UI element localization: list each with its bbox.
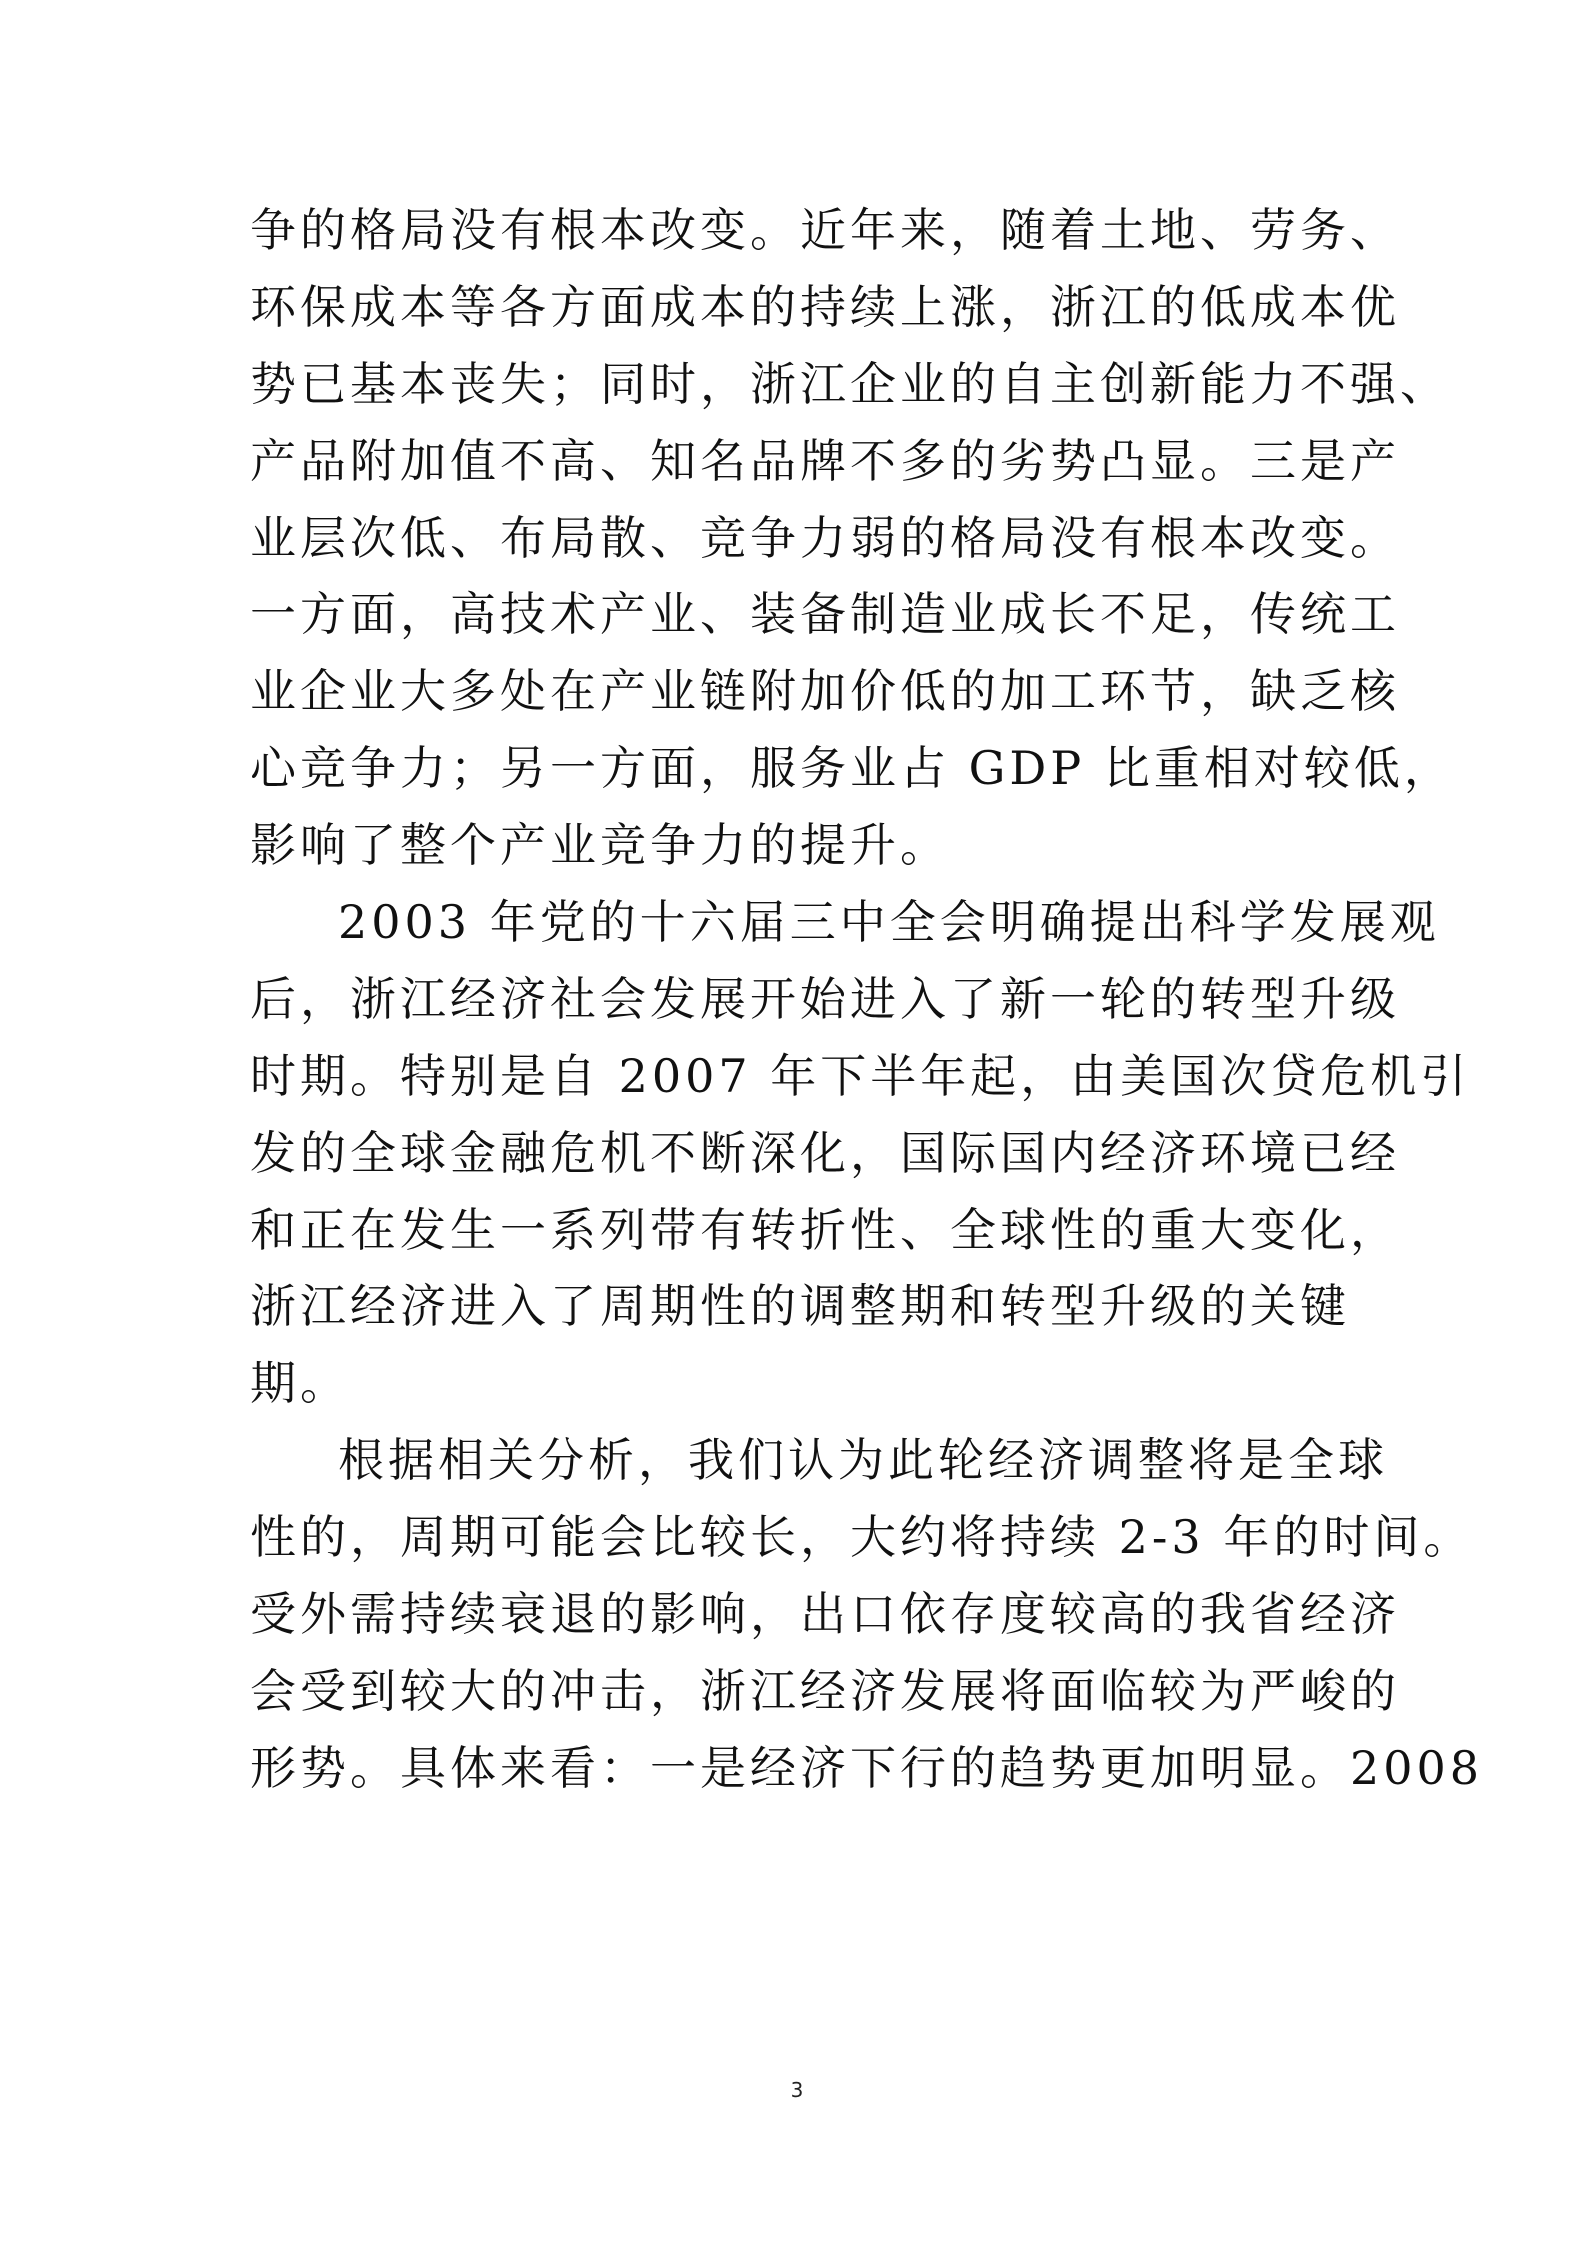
text-line: 一方面，高技术产业、装备制造业成长不足，传统工 [250,587,1400,642]
text-line: 势已基本丧失；同时，浙江企业的自主创新能力不强、 [250,356,1450,411]
page-number: 3 [790,2078,804,2102]
text-line: 受外需持续衰退的影响，出口依存度较高的我省经济 [250,1587,1400,1642]
text-line: 环保成本等各方面成本的持续上涨，浙江的低成本优 [250,279,1400,334]
text-line: 期。 [250,1356,350,1411]
body-text [250,192,1484,1807]
text-line: 影响了整个产业竞争力的提升。 [250,818,950,873]
paragraph-start-line: 2003 年党的十六届三中全会明确提出科学发展观 [338,895,1440,950]
text-line: 心竞争力；另一方面，服务业占 GDP 比重相对较低， [250,741,1454,796]
text-line: 和正在发生一系列带有转折性、全球性的重大变化， [250,1202,1400,1257]
text-line: 业企业大多处在产业链附加价低的加工环节，缺乏核 [250,664,1400,719]
text-line: 浙江经济进入了周期性的调整期和转型升级的关键 [250,1279,1350,1334]
text-line: 会受到较大的冲击，浙江经济发展将面临较为严峻的 [250,1663,1400,1718]
text-line: 业层次低、布局散、竞争力弱的格局没有根本改变。 [250,510,1400,565]
text-line: 发的全球金融危机不断深化，国际国内经济环境已经 [250,1125,1400,1180]
text-line: 形势。具体来看：一是经济下行的趋势更加明显。2008 [250,1740,1484,1795]
text-line: 性的，周期可能会比较长，大约将持续 2-3 年的时间。 [250,1510,1474,1565]
text-line: 时期。特别是自 2007 年下半年起，由美国次贷危机引 [250,1048,1471,1103]
text-line: 产品附加值不高、知名品牌不多的劣势凸显。三是产 [250,433,1400,488]
text-line: 后，浙江经济社会发展开始进入了新一轮的转型升级 [250,971,1400,1026]
paragraph-start-line: 根据相关分析，我们认为此轮经济调整将是全球 [338,1433,1388,1488]
text-line: 争的格局没有根本改变。近年来，随着土地、劳务、 [250,203,1400,257]
